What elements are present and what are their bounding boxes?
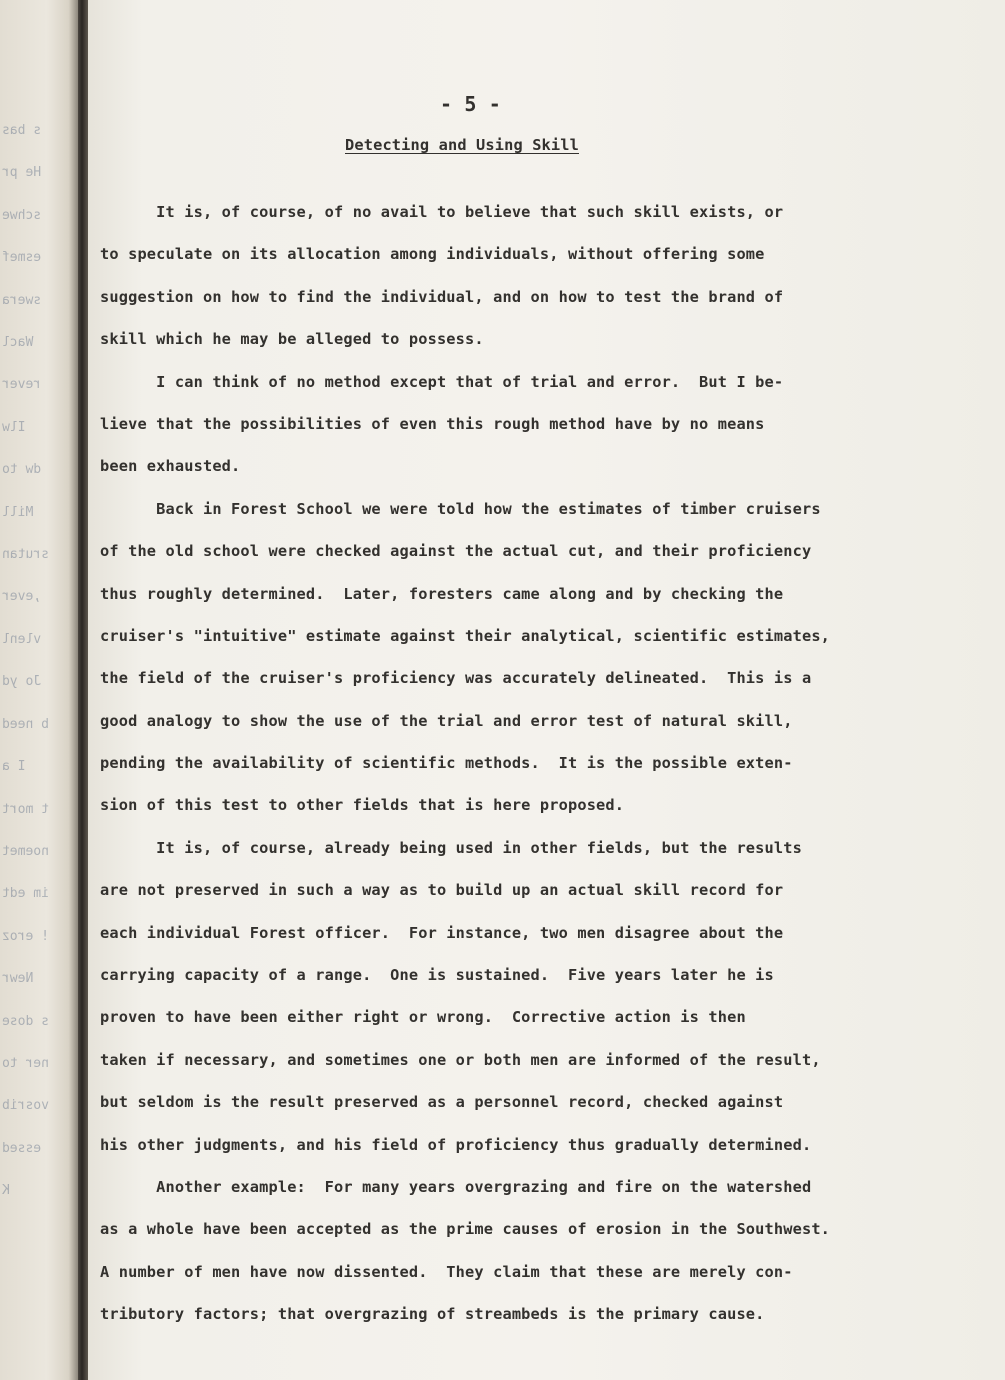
text-line: but seldom is the result preserved as a personnel record, checked against xyxy=(100,1093,784,1112)
bleed-fragment: Jo yd xyxy=(2,674,42,690)
bleed-fragment: b need xyxy=(2,716,49,732)
bleed-fragment: im edt xyxy=(2,886,49,902)
bleed-fragment: s bas xyxy=(2,123,42,138)
bleed-fragment: ! eroz xyxy=(2,928,49,944)
bleed-fragment: srutan xyxy=(2,547,49,563)
text-line: suggestion on how to find the individual, and on how to test the brand of xyxy=(100,287,784,306)
bleed-fragment: ner to xyxy=(2,1055,49,1071)
text-line: I can think of no method except that of trial and error. But I be- xyxy=(100,372,784,391)
text-line: proven to have been either right or wrong. Corrective action is then xyxy=(100,1008,746,1027)
text-line: Back in Forest School we were told how the estimates of timber cruisers xyxy=(100,499,821,518)
bleed-fragment: dw to xyxy=(2,462,42,478)
text-line: been exhausted. xyxy=(100,457,241,476)
text-line: thus roughly determined. Later, foresters came along and by checking the xyxy=(100,584,784,603)
text-line: each individual Forest officer. For instance, two men disagree about the xyxy=(100,923,784,942)
page-number: - 5 - xyxy=(440,92,501,116)
body-text xyxy=(100,200,940,1345)
bleed-fragment: Ilw xyxy=(2,419,26,435)
text-line: good analogy to show the use of the trial and error test of natural skill, xyxy=(100,711,793,730)
text-line: It is, of course, of no avail to believe that such skill exists, or xyxy=(100,203,784,221)
text-line: the field of the cruiser's proficiency was accurately delineated. This is a xyxy=(100,669,812,688)
bleed-fragment: vosrib xyxy=(2,1098,49,1114)
text-line: to speculate on its allocation among individuals, without offering some xyxy=(100,245,765,264)
text-line: A number of men have now dissented. They claim that these are merely con- xyxy=(100,1262,793,1281)
bleed-fragment: K xyxy=(2,1183,10,1199)
bleed-fragment: schwe xyxy=(2,207,42,223)
section-heading: Detecting and Using Skill xyxy=(345,136,579,154)
bleed-fragment: Wacl xyxy=(2,335,34,351)
bleed-fragment: essed xyxy=(2,1140,42,1156)
bleed-fragment: swera xyxy=(2,292,42,308)
text-line: his other judgments, and his field of proficiency thus gradually determined. xyxy=(100,1135,812,1154)
bleed-fragment: He pr xyxy=(2,165,42,181)
text-line: are not preserved in such a way as to build up an actual skill record for xyxy=(100,881,784,900)
text-line: It is, of course, already being used in other fields, but the results xyxy=(100,838,802,857)
text-line: of the old school were checked against the actual cut, and their proficiency xyxy=(100,542,812,561)
bleed-fragment: t mort xyxy=(2,801,49,817)
bleed-fragment: s dose xyxy=(2,1013,49,1029)
bleed-fragment: Newr xyxy=(2,971,34,987)
text-line: cruiser's "intuitive" estimate against their analytical, scientific estimates, xyxy=(100,626,831,645)
book-binding-gutter xyxy=(78,0,88,1380)
bleed-fragment: vlenl xyxy=(2,631,42,647)
text-line: tributory factors; that overgrazing of streambeds is the primary cause. xyxy=(100,1305,765,1324)
text-line: pending the availability of scientific methods. It is the possible exten- xyxy=(100,754,793,773)
bleed-fragment: Mill xyxy=(2,504,34,520)
text-line: as a whole have been accepted as the prime causes of erosion in the Southwest. xyxy=(100,1220,831,1239)
text-line: taken if necessary, and sometimes one or both men are informed of the result, xyxy=(100,1050,821,1069)
facing-page-show-through-text xyxy=(2,110,74,1213)
bleed-fragment: noemet xyxy=(2,843,49,859)
text-line: Another example: For many years overgrazing and fire on the watershed xyxy=(100,1177,812,1196)
text-line: carrying capacity of a range. One is sustained. Five years later he is xyxy=(100,966,774,985)
bleed-fragment: I a xyxy=(2,759,26,775)
bleed-fragment: esmef xyxy=(2,250,42,266)
bleed-fragment: ,ever xyxy=(2,589,42,605)
text-line: sion of this test to other fields that is here proposed. xyxy=(100,796,625,815)
bleed-fragment: rever xyxy=(2,377,42,393)
facing-page-edge xyxy=(0,0,78,1380)
text-line: lieve that the possibilities of even this rough method have by no means xyxy=(100,414,765,433)
text-line: skill which he may be alleged to possess. xyxy=(100,330,484,349)
